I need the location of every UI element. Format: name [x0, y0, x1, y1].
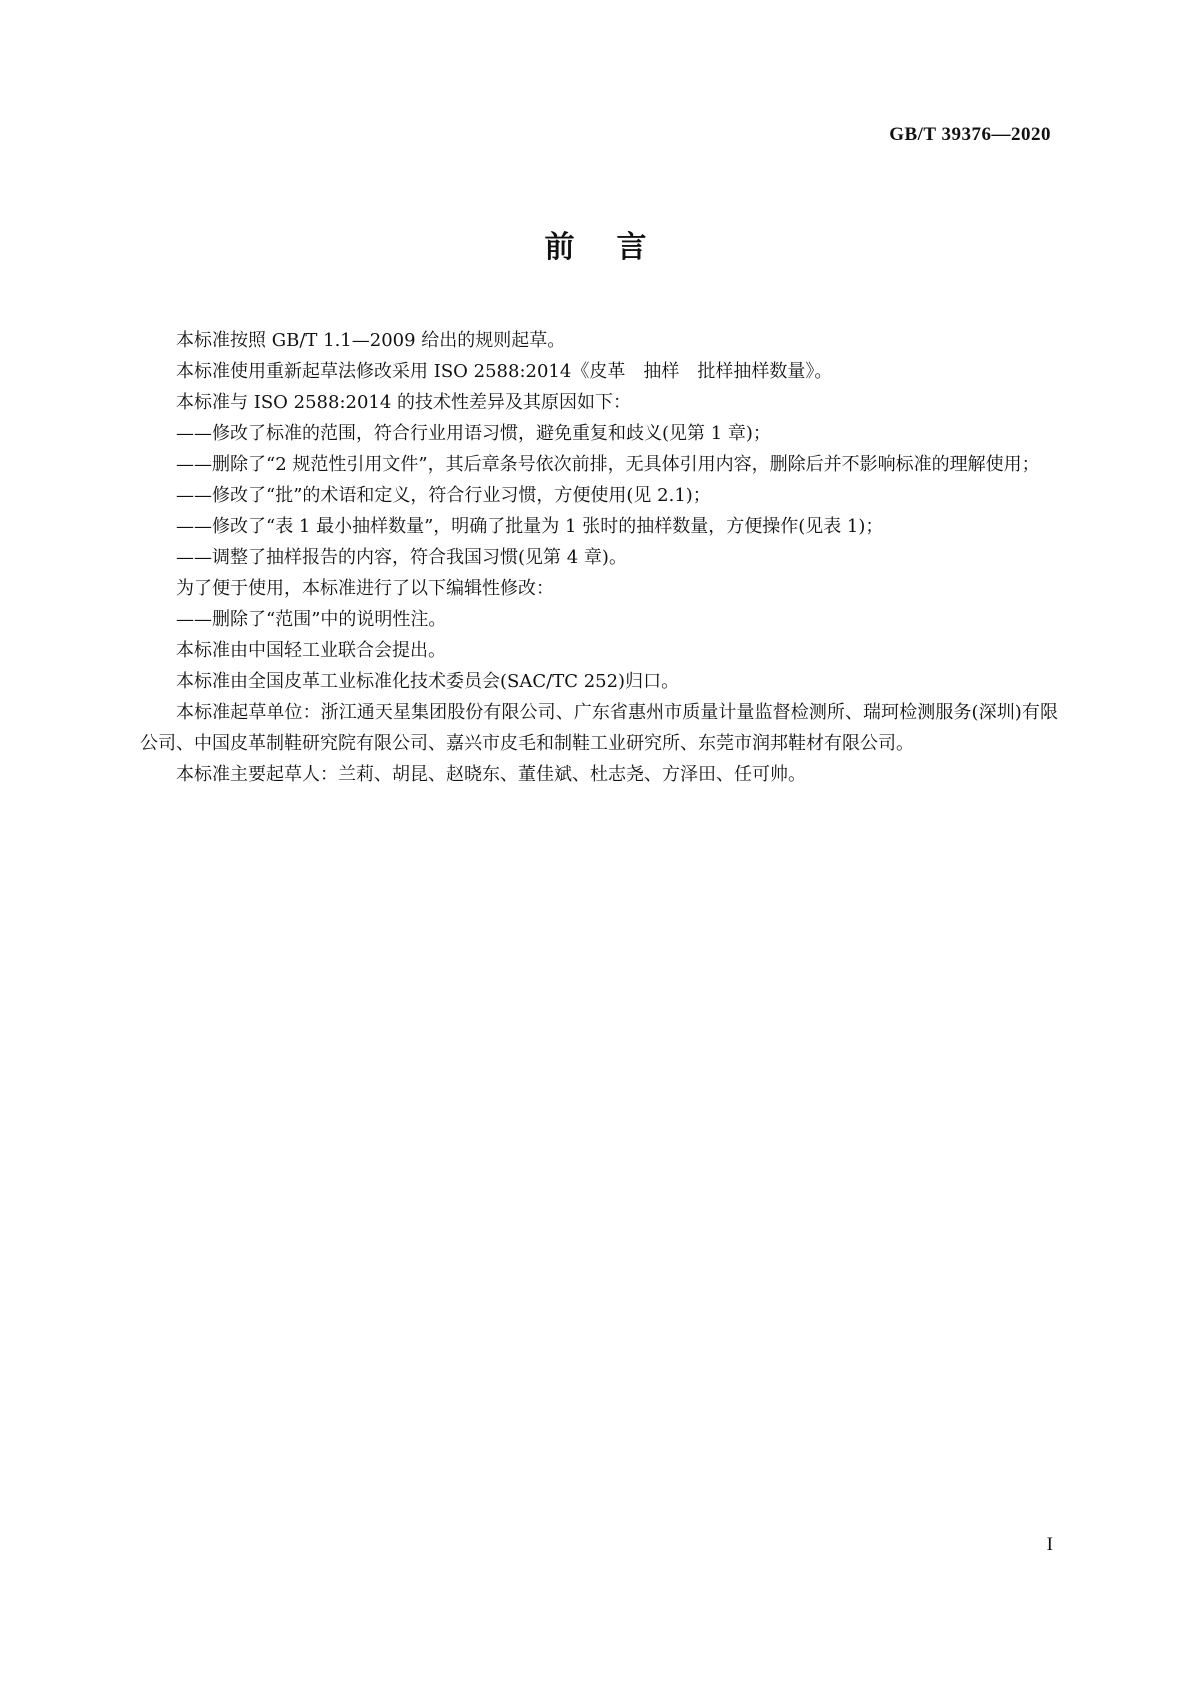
- standard-number: GB/T 39376—2020: [889, 124, 1051, 145]
- drafting-organizations-paragraph: 本标准起草单位：浙江通天星集团股份有限公司、广东省惠州市质量计量监督检测所、瑞珂检测服务(深圳)有限公司、中国皮革制鞋研究院有限公司、嘉兴市皮毛和制鞋工业研究所、东莞市润邦鞋材有限公司。: [140, 702, 1058, 754]
- technical-differences-intro: 本标准与 ISO 2588:2014 的技术性差异及其原因如下：: [176, 392, 632, 413]
- difference-item-report: ——调整了抽样报告的内容，符合我国习惯(见第 4 章)。: [176, 547, 627, 568]
- proposer-paragraph: 本标准由中国轻工业联合会提出。: [176, 640, 446, 661]
- page-number: I: [1046, 1534, 1053, 1555]
- adoption-paragraph: 本标准使用重新起草法修改采用 ISO 2588:2014《皮革 抽样 批样抽样数量》。: [176, 361, 833, 382]
- page-title: 前言: [544, 230, 689, 265]
- editorial-item-note: ——删除了“范围”中的说明性注。: [176, 609, 447, 630]
- difference-item-normative-references: ——删除了“2 规范性引用文件”，其后章条号依次前排，无具体引用内容，删除后并不影响标准的理解使用；: [176, 454, 1040, 475]
- difference-item-table1: ——修改了“表 1 最小抽样数量”，明确了批量为 1 张时的抽样数量，方便操作(见表 1)；: [176, 516, 884, 537]
- foreword-body: [140, 325, 1058, 790]
- committee-paragraph: 本标准由全国皮革工业标准化技术委员会(SAC/TC 252)归口。: [176, 671, 680, 692]
- difference-item-scope: ——修改了标准的范围，符合行业用语习惯，避免重复和歧义(见第 1 章)；: [176, 423, 771, 444]
- editorial-changes-intro: 为了便于使用，本标准进行了以下编辑性修改：: [176, 578, 554, 599]
- difference-item-lot-definition: ——修改了“批”的术语和定义，符合行业习惯，方便使用(见 2.1)；: [176, 485, 711, 506]
- drafters-paragraph: 本标准主要起草人：兰莉、胡昆、赵晓东、董佳斌、杜志尧、方泽田、任可帅。: [176, 764, 806, 785]
- drafting-rules-paragraph: 本标准按照 GB/T 1.1—2009 给出的规则起草。: [176, 330, 566, 351]
